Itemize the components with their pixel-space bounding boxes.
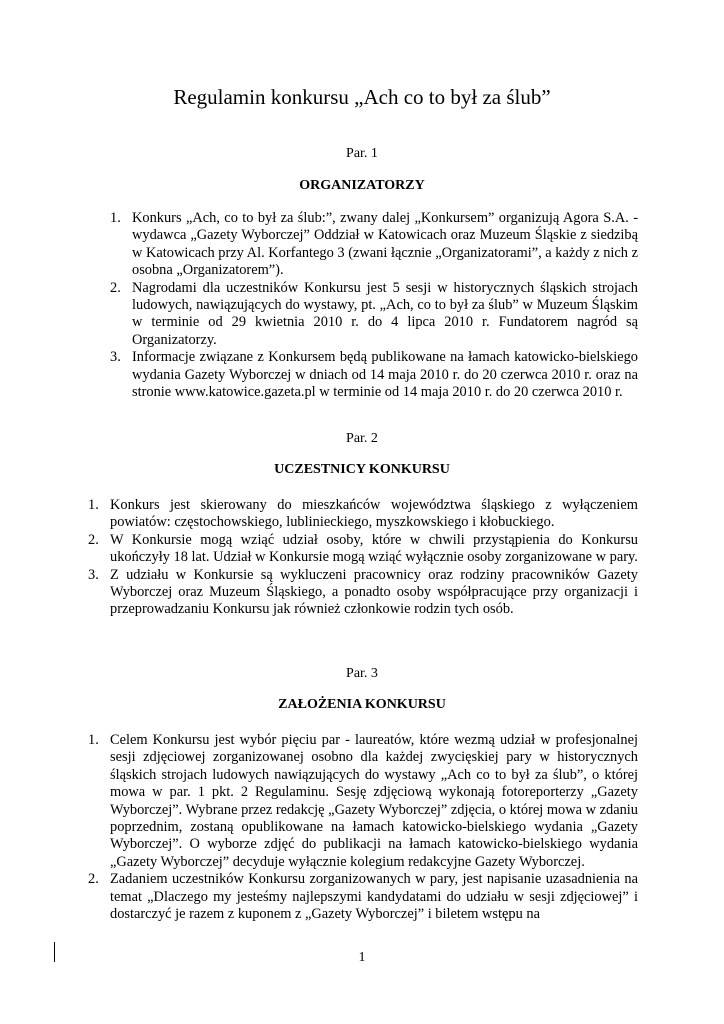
list-item-text: Informacje związane z Konkursem będą publikowane na łamach katowicko-bielskiego wydania Gazety Wyborczej w dniach od 14 maja 2010 r. do 20 czerwca 2010 r. oraz na stronie www.katowice.gazeta.pl w terminie od 14 maja 2010 r. do 20 czerwca 2010 r. bbox=[132, 349, 638, 401]
list-item-number: 2. bbox=[88, 531, 99, 548]
par-1-heading: ORGANIZATORZY bbox=[299, 178, 425, 193]
par-2-heading: UCZESTNICY KONKURSU bbox=[274, 462, 450, 477]
list-item-text: W Konkursie mogą wziąć udział osoby, które w chwili przystąpienia do Konkursu ukończyły 18 lat. Udział w Konkursie mogą wziąć wyłącznie osoby zorganizowane w pary. bbox=[110, 531, 638, 566]
list-item-number: 1. bbox=[110, 210, 121, 226]
list-item-number: 1. bbox=[88, 732, 99, 748]
list-item bbox=[88, 871, 638, 923]
list-item-text: Celem Konkursu jest wybór pięciu par - laureatów, które wezmą udział w profesjonalnej sesji zdjęciowej zorganizowanej osobno dla każdej zwycięskiej pary w historycznych śląskich strojach ludowych nawiązujących do wystawy „Ach co to był za ślub”, o której mowa w par. 1 pkt. 2 Regulaminu. Sesję zdjęciową wykonają fotoreporterzy „Gazety Wyborczej”. Wybrane przez redakcję „Gazety Wyborczej” zdjęcia, o której mowa w zdaniu poprzednim, zostaną opublikowane na łamach katowicko-bielskiego wydania „Gazety Wyborczej”. O wyborze zdjęć do publikacji na łamach katowicko-bielskiego wydania „Gazety Wyborczej” decyduje wyłącznie kolegium redakcyjne Gazety Wyborczej. bbox=[110, 732, 638, 870]
list-item bbox=[88, 497, 638, 532]
list-item bbox=[110, 349, 638, 401]
list-item bbox=[88, 567, 638, 619]
list-item-number: 3. bbox=[110, 349, 121, 366]
list-item bbox=[88, 532, 638, 567]
list-item-number: 3. bbox=[88, 566, 99, 583]
document-title: Regulamin konkursu „Ach co to był za ślub” bbox=[173, 85, 551, 109]
list-item bbox=[88, 732, 638, 871]
par-1-list bbox=[110, 210, 638, 401]
list-item-text: Z udziału w Konkursie są wykluczeni pracownicy oraz rodziny pracowników Gazety Wyborczej oraz Muzeum Śląskiego, a ponadto osoby współpracujące przy organizacji i przeprowadzaniu Konkursu jak również członkowie rodzin tych osób. bbox=[110, 566, 638, 618]
list-item-number: 1. bbox=[88, 497, 99, 513]
list-item-text: Nagrodami dla uczestników Konkursu jest 5 sesji w historycznych śląskich strojach ludowych, nawiązujących do wystawy, pt. „Ach, co to był za ślub” w Muzeum Śląskim w terminie od 29 kwietnia 2010 r. do 4 lipca 2010 r. Fundatorem nagród są Organizatorzy. bbox=[132, 279, 638, 348]
list-item-number: 2. bbox=[110, 279, 121, 296]
list-item bbox=[110, 210, 638, 280]
par-2-label: Par. 2 bbox=[346, 431, 378, 446]
list-item-text: Konkurs jest skierowany do mieszkańców województwa śląskiego z wyłączeniem powiatów: częstochowskiego, lublinieckiego, myszkowskiego i kłobuckiego. bbox=[110, 497, 638, 531]
page-number: 1 bbox=[358, 950, 366, 965]
par-1-label: Par. 1 bbox=[346, 146, 378, 161]
list-item-text: Konkurs „Ach, co to był za ślub:”, zwany dalej „Konkursem” organizują Agora S.A. - wydawca „Gazety Wyborczej” Oddział w Katowicach oraz Muzeum Śląskie z siedzibą w Katowicach przy Al. Korfantego 3 (zwani łącznie „Organizatorami”, a każdy z nich z osobna „Organizatorem”). bbox=[132, 210, 638, 279]
par-3-label: Par. 3 bbox=[346, 666, 378, 681]
list-item-text: Zadaniem uczestników Konkursu zorganizowanych w pary, jest napisanie uzasadnienia na temat „Dlaczego my jesteśmy najlepszymi kandydatami do udziału w sesji zdjęciowej” i dostarczyć je razem z kuponem z „Gazety Wyborczej” i biletem wstępu na bbox=[110, 871, 638, 923]
par-3-list bbox=[88, 732, 638, 923]
par-3-heading: ZAŁOŻENIA KONKURSU bbox=[278, 697, 446, 712]
list-item-number: 2. bbox=[88, 871, 99, 888]
par-2-list bbox=[88, 497, 638, 619]
list-item bbox=[110, 280, 638, 350]
